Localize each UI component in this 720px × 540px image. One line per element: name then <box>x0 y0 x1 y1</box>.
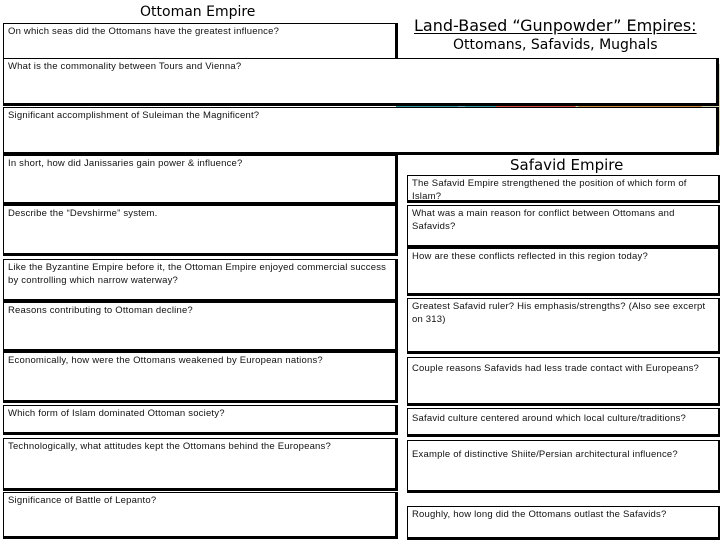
gunpowder-empires-title: Land-Based “Gunpowder” Empires: <box>414 16 697 35</box>
ottoman-empire-title: Ottoman Empire <box>140 4 256 20</box>
gunpowder-empires-subtitle: Ottomans, Safavids, Mughals <box>453 37 658 53</box>
q-ottomans-outlast-safavids[interactable]: Roughly, how long did the Ottomans outlast the Safavids? <box>407 506 720 540</box>
q-ottoman-decline[interactable]: Reasons contributing to Ottoman decline? <box>3 302 398 352</box>
q-narrow-waterway[interactable]: Like the Byzantine Empire before it, the Ottoman Empire enjoyed commercial success by controlling which narrow waterway? <box>3 259 398 302</box>
q-less-trade-contact[interactable]: Couple reasons Safavids had less trade contact with Europeans? <box>407 357 720 406</box>
q-janissaries-power[interactable]: In short, how did Janissaries gain power & influence? <box>3 155 398 205</box>
q-seas-influence[interactable]: On which seas did the Ottomans have the greatest influence? <box>3 23 398 62</box>
q-tours-vienna[interactable]: What is the commonality between Tours and Vienna? <box>3 58 719 106</box>
q-form-of-islam[interactable]: Which form of Islam dominated Ottoman society? <box>3 405 398 435</box>
q-greatest-safavid-ruler[interactable]: Greatest Safavid ruler? His emphasis/strengths? (Also see excerpt on 313) <box>407 298 720 354</box>
safavid-empire-title: Safavid Empire <box>510 156 624 174</box>
q-architecture-influence[interactable]: Example of distinctive Shiite/Persian architectural influence? <box>407 440 720 493</box>
q-economic-weakening[interactable]: Economically, how were the Ottomans weakened by European nations? <box>3 352 398 403</box>
q-ottoman-safavid-conflict[interactable]: What was a main reason for conflict between Ottomans and Safavids? <box>407 205 720 248</box>
q-battle-of-lepanto[interactable]: Significance of Battle of Lepanto? <box>3 492 398 539</box>
q-safavid-culture[interactable]: Safavid culture centered around which local culture/traditions? <box>407 408 720 437</box>
q-technology-attitudes[interactable]: Technologically, what attitudes kept the Ottomans behind the Europeans? <box>3 438 398 491</box>
q-suleiman-accomplishment[interactable]: Significant accomplishment of Suleiman the Magnificent? <box>3 107 719 155</box>
q-conflicts-today[interactable]: How are these conflicts reflected in this region today? <box>407 248 720 296</box>
q-devshirme-system[interactable]: Describe the “Devshirme” system. <box>3 205 398 256</box>
q-safavid-islam[interactable]: The Safavid Empire strengthened the position of which form of Islam? <box>407 175 720 203</box>
